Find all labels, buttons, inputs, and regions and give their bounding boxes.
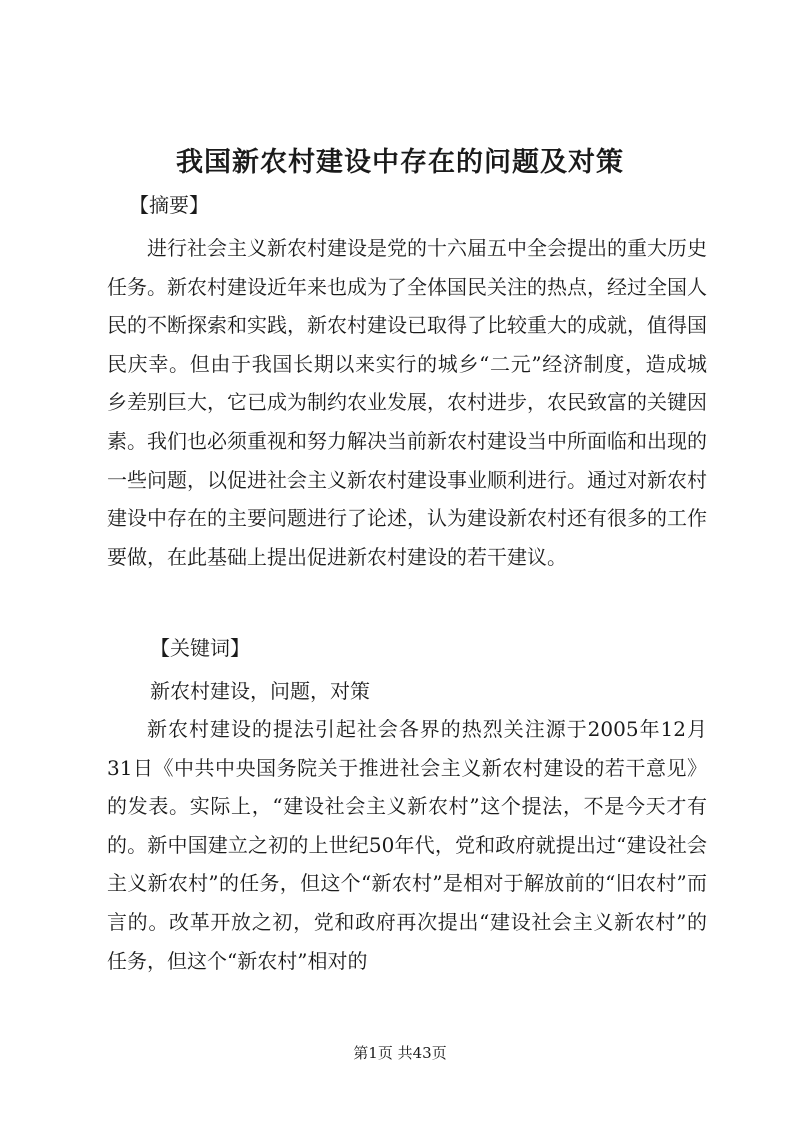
document-title: 我国新农村建设中存在的问题及对策 bbox=[176, 147, 624, 178]
keywords-label: 【关键词】 bbox=[150, 636, 250, 660]
keywords-text: 新农村建设，问题，对策 bbox=[150, 679, 370, 703]
page-footer: 第1页 共43页 bbox=[353, 1044, 447, 1062]
abstract-label: 【摘要】 bbox=[129, 193, 209, 217]
abstract-paragraph: 进行社会主义新农村建设是党的十六届五中全会提出的重大历史任务。新农村建设近年来也成为了全体国民关注的热点，经过全国人民的不断探索和实践，新农村建设已取得了比较重大的成就，值得国民庆幸。但由于我国长期以来实行的城乡“二元”经济制度，造成城乡差别巨大，它已成为制约农业发展，农村进步，农民致富的关键因素。我们也必须重视和努力解决当前新农村建设当中所面临和出现的一些问题，以促进社会主义新农村建设事业顺利进行。通过对新农村建设中存在的主要问题进行了论述，认为建设新农村还有很多的工作要做，在此基础上提出促进新农村建设的若干建议。 bbox=[107, 236, 707, 569]
body-paragraph: 新农村建设的提法引起社会各界的热烈关注源于2005年12月31日《中共中央国务院关于推进社会主义新农村建设的若干意见》的发表。实际上，“建设社会主义新农村”这个提法，不是今天才有的。新中国建立之初的上世纪50年代，党和政府就提出过“建设社会主义新农村”的任务，但这个“新农村”是相对于解放前的“旧农村”而言的。改革开放之初，党和政府再次提出“建设社会主义新农村”的任务，但这个“新农村”相对的 bbox=[107, 717, 707, 973]
